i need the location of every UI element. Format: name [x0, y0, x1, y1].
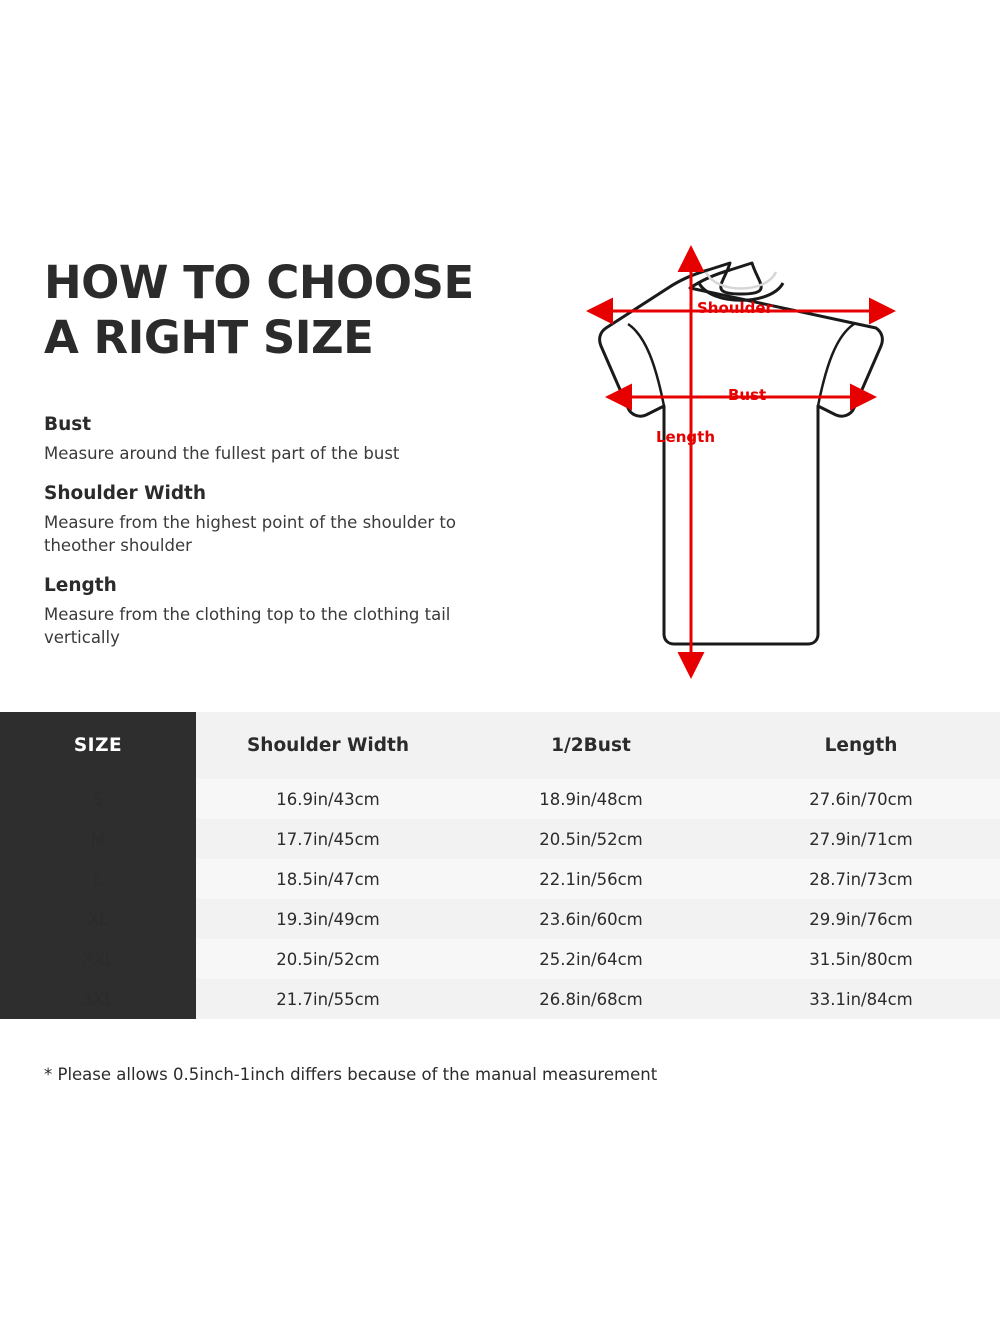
cell-shoulder-width: 20.5in/52cm — [196, 939, 460, 979]
cell-half-bust: 18.9in/48cm — [460, 779, 722, 819]
table-row — [0, 819, 1000, 859]
column-header-shoulder-width: Shoulder Width — [196, 712, 460, 779]
measurement-length-desc: Measure from the clothing top to the clothing tail vertically — [44, 604, 451, 648]
measurement-bust-title: Bust — [44, 414, 92, 435]
column-header-size: SIZE — [0, 712, 196, 779]
cell-half-bust: 20.5in/52cm — [460, 819, 722, 859]
cell-size: M — [0, 819, 196, 859]
table-row — [0, 979, 1000, 1019]
table-header-row — [0, 712, 1000, 779]
column-header-length: Length — [722, 712, 1000, 779]
cell-shoulder-width: 18.5in/47cm — [196, 859, 460, 899]
cell-size: S — [0, 779, 196, 819]
cell-size: XL — [0, 899, 196, 939]
cell-half-bust: 25.2in/64cm — [460, 939, 722, 979]
column-header-half-bust: 1/2Bust — [460, 712, 722, 779]
table-row — [0, 899, 1000, 939]
cell-length: 27.9in/71cm — [722, 819, 1000, 859]
cell-half-bust: 26.8in/68cm — [460, 979, 722, 1019]
cell-length: 31.5in/80cm — [722, 939, 1000, 979]
size-chart-table — [0, 712, 1000, 1019]
cell-shoulder-width: 19.3in/49cm — [196, 899, 460, 939]
cell-length: 27.6in/70cm — [722, 779, 1000, 819]
shoulder-label: Shoulder — [697, 299, 773, 317]
cell-size: 3XL — [0, 979, 196, 1019]
page-title: HOW TO CHOOSE A RIGHT SIZE — [44, 256, 474, 364]
footnote: * Please allows 0.5inch-1inch differs because of the manual measurement — [44, 1065, 658, 1084]
table-row — [0, 939, 1000, 979]
cell-half-bust: 23.6in/60cm — [460, 899, 722, 939]
cell-size: L — [0, 859, 196, 899]
measurement-bust — [44, 414, 514, 466]
table-row — [0, 859, 1000, 899]
cell-shoulder-width: 17.7in/45cm — [196, 819, 460, 859]
measurement-shoulder — [44, 483, 514, 558]
measurement-length-title: Length — [44, 574, 117, 596]
table-row — [0, 779, 1000, 819]
cell-shoulder-width: 16.9in/43cm — [196, 779, 460, 819]
cell-size: XXL — [0, 939, 196, 979]
measurement-length — [44, 575, 514, 650]
length-label: Length — [656, 428, 715, 446]
measurement-shoulder-desc: Measure from the highest point of the shoulder to theother shoulder — [44, 512, 456, 556]
cell-length: 33.1in/84cm — [722, 979, 1000, 1019]
measurement-instructions — [44, 414, 514, 667]
cell-half-bust: 22.1in/56cm — [460, 859, 722, 899]
cell-shoulder-width: 21.7in/55cm — [196, 979, 460, 1019]
measurement-shoulder-title: Shoulder Width — [44, 482, 207, 504]
cell-length: 29.9in/76cm — [722, 899, 1000, 939]
bust-label: Bust — [728, 386, 767, 404]
measurement-bust-desc: Measure around the fullest part of the bust — [44, 444, 400, 464]
cell-length: 28.7in/73cm — [722, 859, 1000, 899]
tshirt-diagram — [506, 236, 976, 686]
